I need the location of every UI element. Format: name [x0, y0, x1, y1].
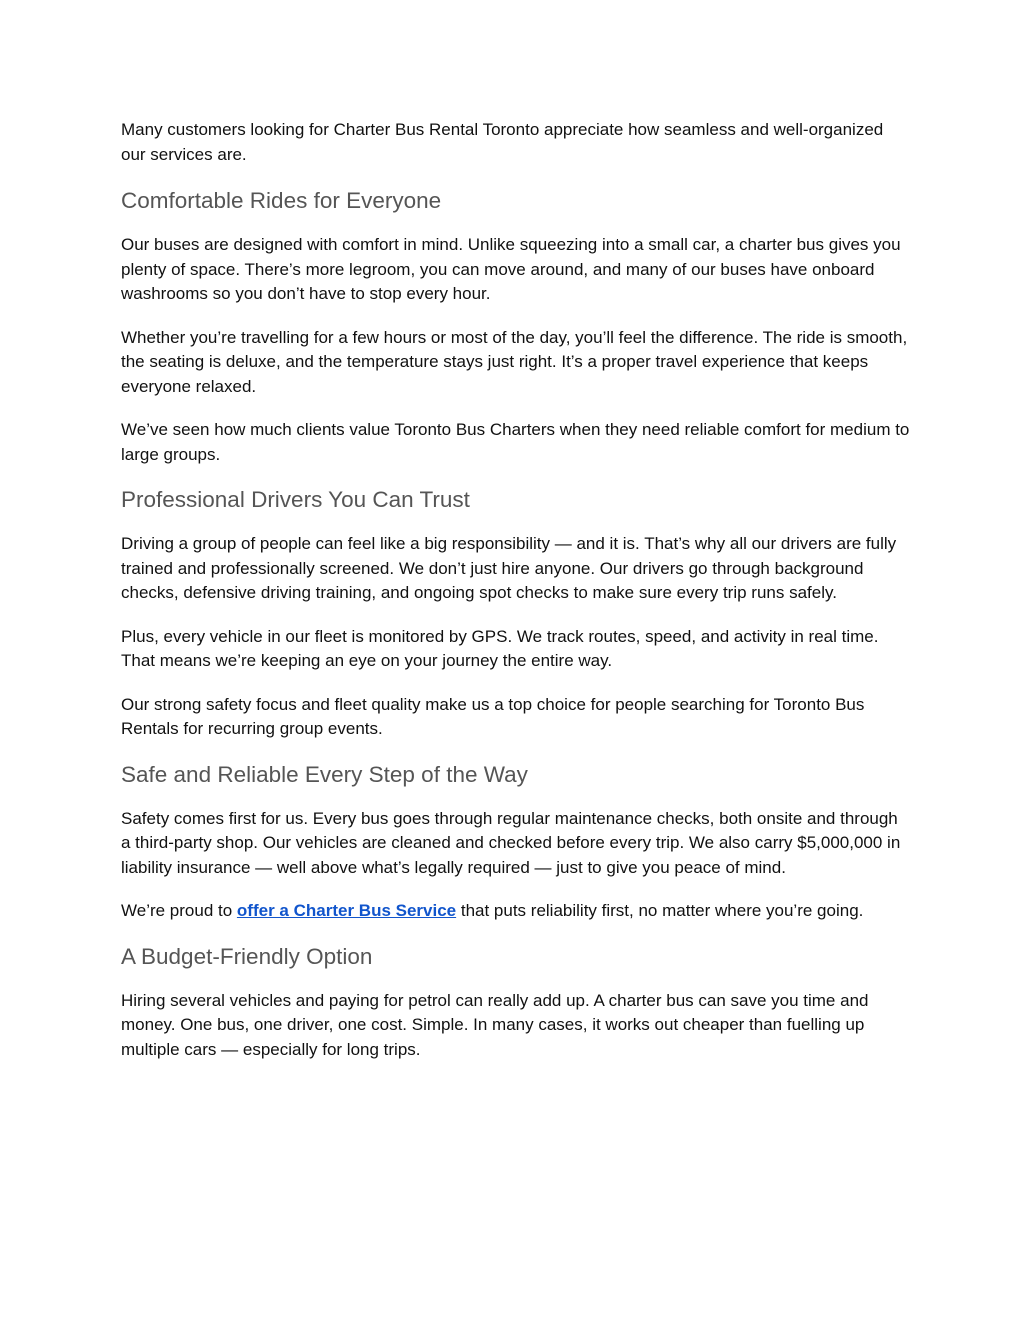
section-paragraph: Our buses are designed with comfort in mind. Unlike squeezing into a small car, a charter bus gives you plenty of space. There’s more legroom, you can move around, and many of our buses have onboard washrooms so you don’t have to stop every hour.: [121, 235, 901, 303]
section-professional-drivers: [121, 486, 911, 742]
section-heading: Safe and Reliable Every Step of the Way: [121, 761, 528, 787]
section-paragraph: We’ve seen how much clients value Toronto Bus Charters when they need reliable comfort for medium to large groups.: [121, 420, 910, 464]
section-comfortable-rides: [121, 187, 911, 467]
section-paragraph: Our strong safety focus and fleet quality make us a top choice for people searching for Toronto Bus Rentals for recurring group events.: [121, 694, 865, 738]
section-budget-friendly: [121, 943, 911, 1063]
link-paragraph: [121, 899, 911, 924]
section-paragraph: Hiring several vehicles and paying for petrol can really add up. A charter bus can save you time and money. One bus, one driver, one cost. Simple. In many cases, it works out cheaper than fuelling up multiple cars — especially for long trips.: [121, 990, 869, 1059]
section-paragraph: Plus, every vehicle in our fleet is monitored by GPS. We track routes, speed, and activity in real time. That means we’re keeping an eye on your journey the entire way.: [121, 626, 879, 670]
section-heading: Comfortable Rides for Everyone: [121, 188, 442, 213]
link-paragraph-before: We’re proud to: [121, 901, 237, 920]
section-heading: A Budget-Friendly Option: [121, 943, 373, 969]
link-paragraph-after: that puts reliability first, no matter where you’re going.: [456, 901, 864, 920]
section-paragraph: Safety comes first for us. Every bus goes through regular maintenance checks, both onsite and through a third-party shop. Our vehicles are cleaned and checked before every trip. We also carry $5,000,000 in liability insurance — well above what’s legally required — just to give you peace of mind.: [121, 808, 901, 877]
document-page: [121, 118, 911, 1081]
intro-paragraph: Many customers looking for Charter Bus Rental Toronto appreciate how seamless and well-organized our services are.: [121, 120, 884, 164]
charter-bus-service-link[interactable]: offer a Charter Bus Service: [236, 901, 457, 920]
section-paragraph: Driving a group of people can feel like a big responsibility — and it is. That’s why all our drivers are fully trained and professionally screened. We don’t just hire anyone. Our drivers go through background checks, defensive driving training, and ongoing spot checks to make sure every trip runs safely.: [121, 534, 897, 602]
section-heading: Professional Drivers You Can Trust: [121, 487, 470, 512]
section-paragraph: Whether you’re travelling for a few hours or most of the day, you’ll feel the difference. The ride is smooth, the seating is deluxe, and the temperature stays just right. It’s a proper travel experience that keeps everyone relaxed.: [121, 327, 908, 396]
section-safe-reliable: [121, 761, 911, 924]
